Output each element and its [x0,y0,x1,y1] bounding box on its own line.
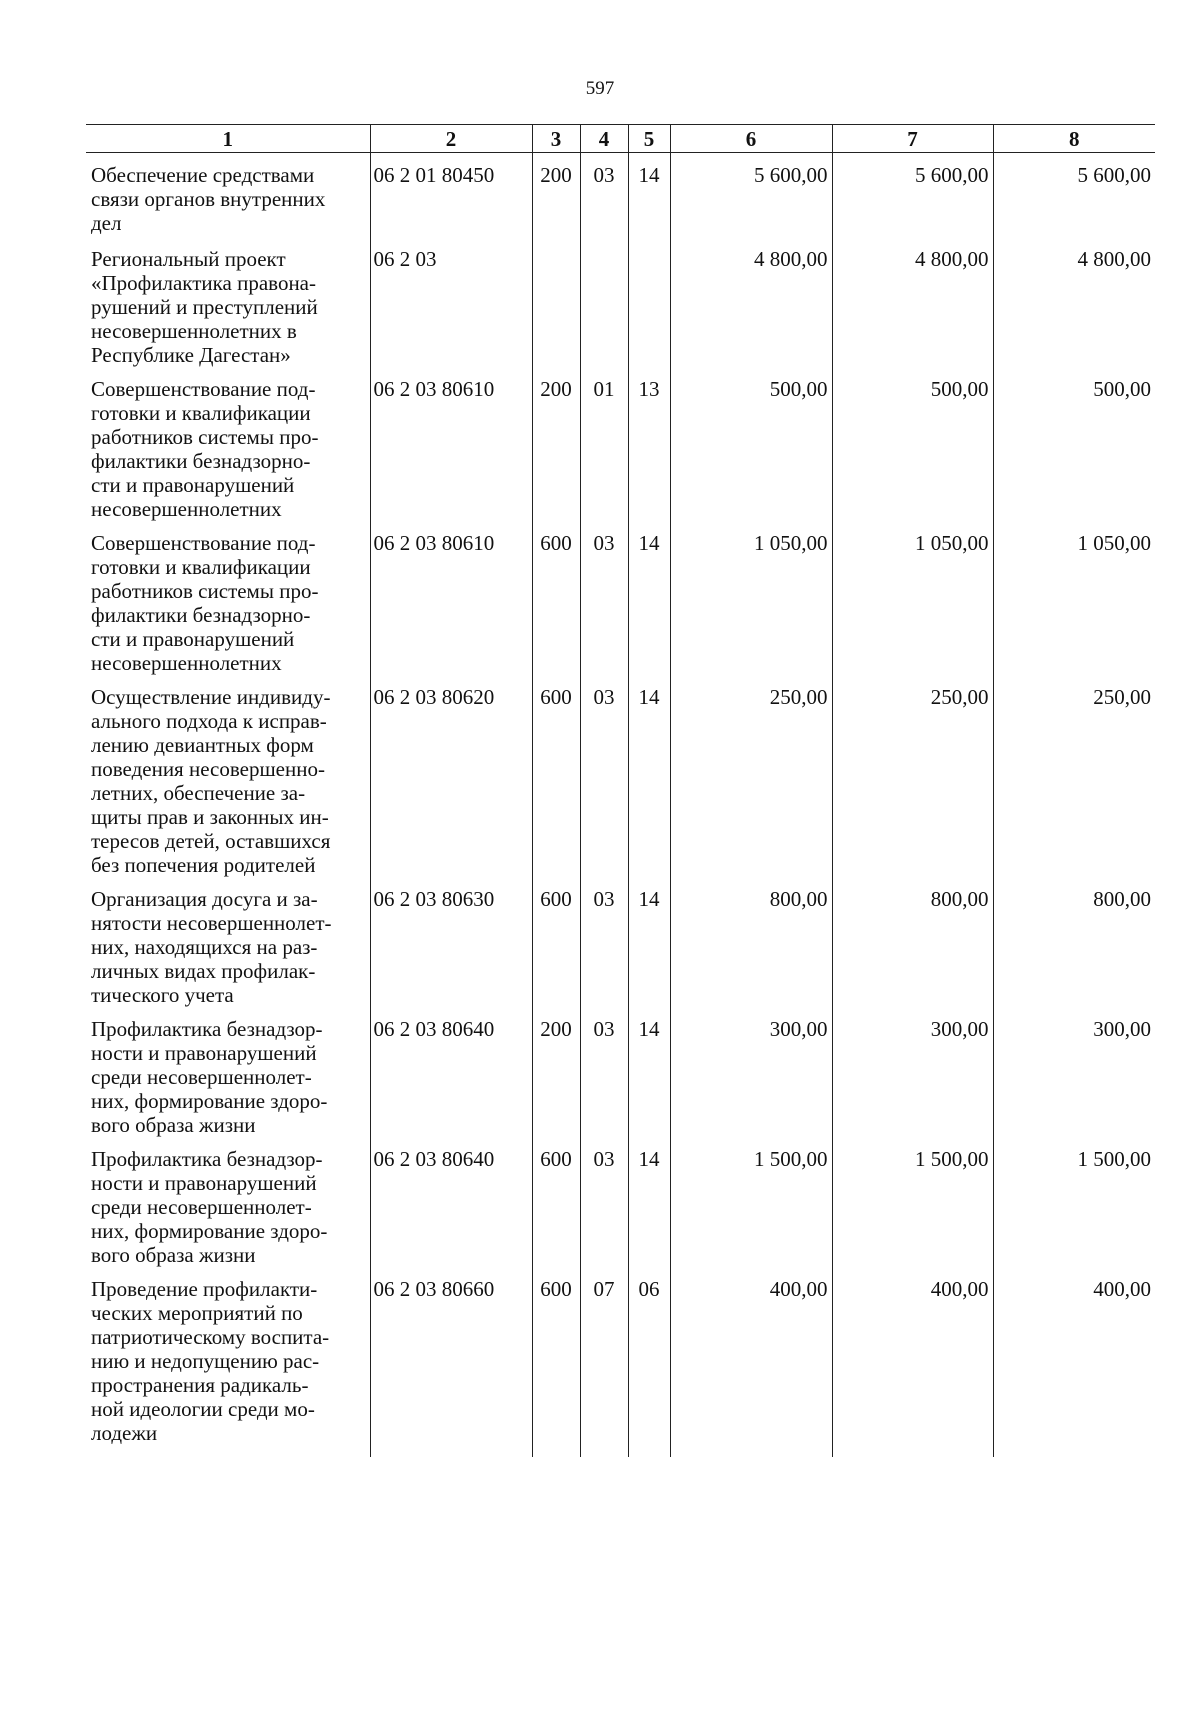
expense-type: 200 [532,1007,580,1137]
item-name: Региональный проект «Профилактика правона- рушений и преступлений несовершеннолетних в Республике Дагестан» [91,247,318,367]
item-code: 06 2 03 [370,237,532,367]
column-header: 3 [532,125,580,153]
amount-col6: 5 600,00 [670,153,832,238]
amount-col7: 1 500,00 [832,1137,993,1267]
amount-col7: 300,00 [832,1007,993,1137]
amount-col6: 1 500,00 [670,1137,832,1267]
amount-col7: 800,00 [832,877,993,1007]
section: 03 [580,1007,628,1137]
expense-type: 600 [532,877,580,1007]
amount-col7: 5 600,00 [832,153,993,238]
amount-col8: 1 050,00 [993,521,1155,675]
section: 03 [580,675,628,877]
table-row [86,367,1155,521]
amount-col8: 400,00 [993,1267,1155,1457]
subsection: 06 [628,1267,670,1457]
table-row [86,1007,1155,1137]
item-name: Совершенствование под- готовки и квалификации работников системы про- филактики безнадзорно- сти и правонарушений несовершеннолетних [91,377,319,521]
table-row [86,675,1155,877]
item-name: Профилактика безнадзор- ности и правонарушений среди несовершеннолет- них, формирование здоро- вого образа жизни [91,1147,328,1267]
amount-col8: 800,00 [993,877,1155,1007]
amount-col6: 500,00 [670,367,832,521]
amount-col8: 1 500,00 [993,1137,1155,1267]
expense-type: 200 [532,367,580,521]
item-code: 06 2 03 80620 [370,675,532,877]
expense-type: 600 [532,675,580,877]
expense-type: 200 [532,153,580,238]
column-header: 4 [580,125,628,153]
expense-type: 600 [532,1137,580,1267]
amount-col7: 400,00 [832,1267,993,1457]
subsection: 14 [628,521,670,675]
expense-type: 600 [532,1267,580,1457]
table-row [86,1267,1155,1457]
amount-col6: 4 800,00 [670,237,832,367]
amount-col8: 250,00 [993,675,1155,877]
amount-col6: 250,00 [670,675,832,877]
subsection: 14 [628,675,670,877]
subsection: 14 [628,1137,670,1267]
table-row [86,521,1155,675]
header-row [86,125,1155,153]
amount-col8: 4 800,00 [993,237,1155,367]
item-code: 06 2 03 80640 [370,1007,532,1137]
column-header: 5 [628,125,670,153]
table-row [86,877,1155,1007]
subsection: 14 [628,153,670,238]
column-header: 6 [670,125,832,153]
amount-col7: 1 050,00 [832,521,993,675]
amount-col6: 400,00 [670,1267,832,1457]
column-header: 8 [993,125,1155,153]
item-name: Организация досуга и за- нятости несовершеннолет- них, находящихся на раз- личных видах профилак- тического учета [91,887,332,1007]
item-name: Профилактика безнадзор- ности и правонарушений среди несовершеннолет- них, формирование здоро- вого образа жизни [91,1017,328,1137]
amount-col7: 4 800,00 [832,237,993,367]
subsection [628,237,670,367]
amount-col6: 300,00 [670,1007,832,1137]
amount-col6: 800,00 [670,877,832,1007]
item-code: 06 2 03 80660 [370,1267,532,1457]
column-header: 1 [86,125,370,153]
item-code: 06 2 03 80640 [370,1137,532,1267]
expense-type [532,237,580,367]
subsection: 14 [628,1007,670,1137]
table-row [86,153,1155,238]
amount-col8: 500,00 [993,367,1155,521]
section: 03 [580,877,628,1007]
section: 03 [580,153,628,238]
section: 03 [580,521,628,675]
subsection: 13 [628,367,670,521]
column-header: 2 [370,125,532,153]
amount-col7: 500,00 [832,367,993,521]
column-header: 7 [832,125,993,153]
amount-col8: 300,00 [993,1007,1155,1137]
item-name: Осуществление индивиду- ального подхода к исправ- лению девиантных форм поведения несовершенно- летних, обеспечение за- щиты прав и законных ин- тересов детей, оставшихся без попечения родителей [91,685,331,877]
item-code: 06 2 03 80610 [370,521,532,675]
section: 03 [580,1137,628,1267]
section: 01 [580,367,628,521]
page-number: 597 [585,78,615,99]
table-row [86,1137,1155,1267]
item-name: Обеспечение средствами связи органов внутренних дел [91,163,326,235]
item-code: 06 2 03 80610 [370,367,532,521]
item-code: 06 2 01 80450 [370,153,532,238]
section: 07 [580,1267,628,1457]
amount-col8: 5 600,00 [993,153,1155,238]
item-code: 06 2 03 80630 [370,877,532,1007]
amount-col6: 1 050,00 [670,521,832,675]
subsection: 14 [628,877,670,1007]
expense-type: 600 [532,521,580,675]
item-name: Совершенствование под- готовки и квалификации работников системы про- филактики безнадзорно- сти и правонарушений несовершеннолетних [91,531,319,675]
item-name: Проведение профилакти- ческих мероприятий по патриотическому воспита- нию и недопущению рас- пространения радикаль- ной идеологии среди мо- лодежи [91,1277,330,1445]
table-row [86,237,1155,367]
section [580,237,628,367]
budget-table [86,124,1155,1457]
amount-col7: 250,00 [832,675,993,877]
